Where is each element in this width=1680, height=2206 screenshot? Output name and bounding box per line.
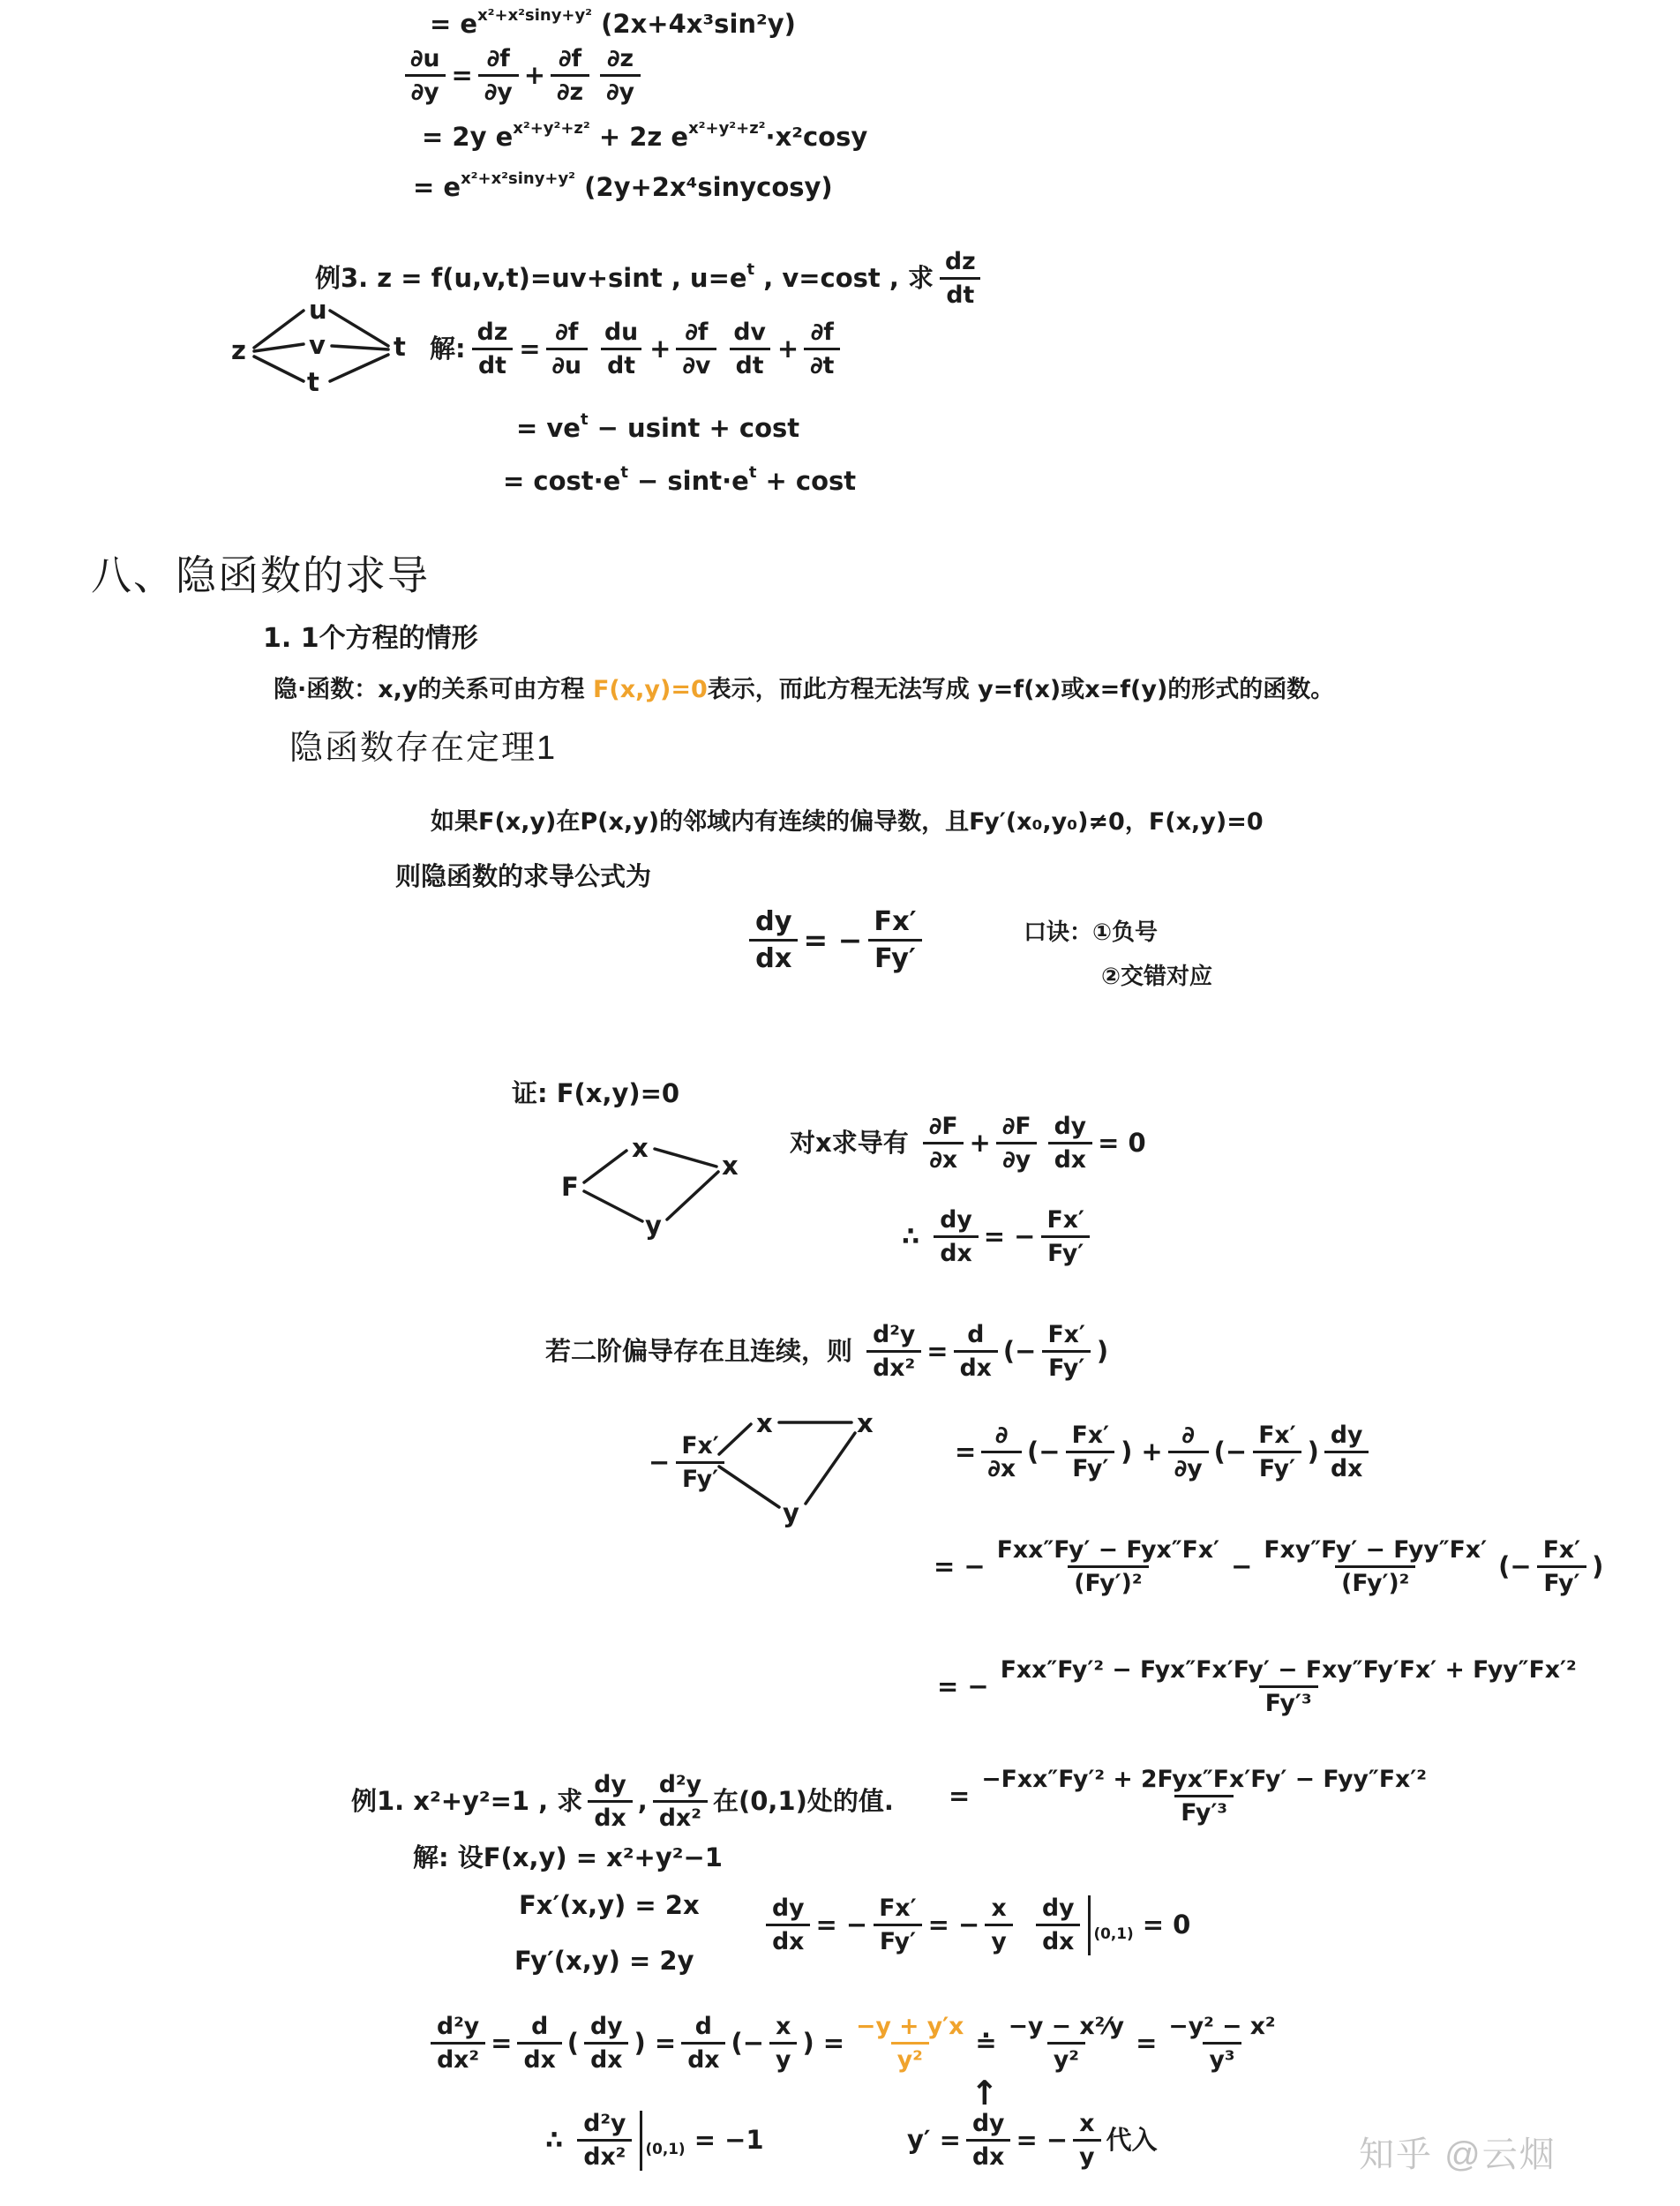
math-text: (− xyxy=(1027,1437,1061,1467)
fraction-denominator: dx xyxy=(749,939,798,973)
superscript: x²+y²+z² xyxy=(513,118,590,138)
fraction-numerator: Fxx″Fy′ − Fyx″Fx′ xyxy=(996,1536,1220,1564)
fraction-numerator: d²y xyxy=(658,1771,701,1798)
fraction-denominator: Fy′³ xyxy=(1174,1795,1234,1826)
ex3-solution-2 xyxy=(516,409,800,444)
fraction-numerator: dy xyxy=(590,2013,623,2040)
math-text: = ve xyxy=(516,413,581,443)
math-text: , xyxy=(637,1786,648,1817)
fraction xyxy=(804,319,840,379)
ex1-dydx-at xyxy=(1031,1895,1190,1955)
fraction-numerator: ∂F xyxy=(928,1113,958,1140)
fraction-denominator: dx xyxy=(584,2042,628,2073)
math-text: 如果F(x,y)在P(x,y)的邻域内有连续的偏导数，且Fy′(x₀,y₀)≠0，F(x,y)=0 xyxy=(431,808,1264,836)
math-text: 则隐函数的求导公式为 xyxy=(395,861,652,891)
fraction-denominator: dx xyxy=(1036,1924,1080,1955)
superscript: x²+x²siny+y² xyxy=(461,169,576,188)
fraction xyxy=(1324,1422,1369,1482)
fraction-denominator: dx² xyxy=(653,1800,708,1831)
math-text: z xyxy=(231,335,246,365)
implicit-def xyxy=(274,676,1334,704)
ex1-arrow xyxy=(971,2074,999,2114)
fraction-numerator: dv xyxy=(733,319,766,346)
math-text: = xyxy=(451,60,473,91)
ex3-solution-1 xyxy=(430,319,845,379)
fraction xyxy=(577,2111,632,2171)
fraction xyxy=(1537,1537,1586,1597)
mnemonic-2 xyxy=(1101,964,1212,991)
fraction-denominator: Fy′ xyxy=(1253,1451,1301,1482)
fraction xyxy=(546,319,589,379)
fraction-denominator: dt xyxy=(472,348,513,379)
math-text: x xyxy=(722,1151,739,1181)
evaluation-bar xyxy=(640,2111,642,2171)
math-text: y′ = xyxy=(907,2125,961,2156)
eq-cont-4 xyxy=(413,169,833,203)
fraction-numerator: Fx′ xyxy=(1071,1422,1110,1449)
fraction-numerator: ∂z xyxy=(607,45,634,72)
math-text: = e xyxy=(430,9,478,39)
math-text: y xyxy=(645,1211,662,1241)
math-text: = xyxy=(491,2028,513,2059)
fraction-numerator: −Fxx″Fy′² + 2Fyx″Fx′Fy′ − Fyy″Fx′² xyxy=(981,1766,1427,1793)
math-text: 若二阶偏导存在且连续，则 xyxy=(545,1336,862,1367)
second-order-tree xyxy=(649,1410,887,1542)
fraction-denominator: ∂y xyxy=(1168,1451,1209,1482)
superscript: t xyxy=(748,462,757,482)
fraction xyxy=(766,1895,810,1955)
fraction xyxy=(954,1322,998,1382)
math-text: t xyxy=(394,332,406,362)
math-text: 在(0,1)处的值. xyxy=(712,1786,894,1817)
tree-node xyxy=(309,296,327,325)
math-text: 隐·函数：x,y的关系可由方程 xyxy=(274,676,593,703)
fraction-numerator: dy xyxy=(772,1895,805,1922)
second-order-expand xyxy=(955,1422,1374,1482)
math-text: ) xyxy=(1307,1437,1319,1467)
subscript: (0,1) xyxy=(1093,1925,1134,1942)
fraction-denominator: ∂y xyxy=(600,74,641,105)
section-heading xyxy=(91,552,430,600)
math-text: + xyxy=(969,1128,991,1159)
math-text: = xyxy=(955,1437,977,1467)
math-text: = − xyxy=(815,1910,868,1940)
math-text: x xyxy=(632,1133,649,1163)
math-text: 例1. x²+y²=1 , 求 xyxy=(351,1786,583,1817)
math-text: = cost·e xyxy=(503,466,621,496)
math-text: = 2y e xyxy=(422,122,514,152)
fraction-denominator: Fy′ xyxy=(874,1924,922,1955)
fraction-denominator: dx xyxy=(681,2042,725,2073)
fraction-numerator: −y − x²⁄y xyxy=(1008,2013,1125,2040)
tree-node xyxy=(649,1433,731,1493)
fraction-denominator: (Fy′)² xyxy=(1068,1565,1148,1596)
fraction-numerator: −y + y′x xyxy=(856,2013,964,2040)
fraction-denominator: (Fy′)² xyxy=(1335,1565,1415,1596)
math-text: F(x,y)=0 xyxy=(592,676,708,703)
fraction-denominator: Fy′ xyxy=(1537,1565,1586,1596)
fraction xyxy=(1066,1422,1115,1482)
fraction xyxy=(1252,1422,1301,1482)
math-text: ·x²cosy xyxy=(765,122,868,152)
eq-cont-2 xyxy=(399,46,646,106)
fraction-denominator: Fy′ xyxy=(1041,1235,1090,1266)
math-text: + xyxy=(649,334,671,364)
math-text: = − xyxy=(983,1221,1036,1252)
tree-node xyxy=(231,337,246,365)
tree-node xyxy=(783,1500,799,1528)
math-text: ) + xyxy=(1121,1437,1163,1467)
fraction-denominator: dx xyxy=(1324,1451,1369,1482)
fraction-numerator: d²y xyxy=(583,2110,626,2137)
math-text: 证: F(x,y)=0 xyxy=(512,1078,680,1108)
fraction-denominator: dx xyxy=(966,2139,1010,2170)
math-text: ≐ xyxy=(975,2028,997,2059)
fraction-denominator: dx xyxy=(517,2042,561,2073)
fraction xyxy=(600,46,641,106)
math-text: 1. 1个方程的情形 xyxy=(263,623,478,654)
tree-node xyxy=(394,334,406,362)
tree-node xyxy=(756,1410,773,1438)
proof-conclusion xyxy=(902,1207,1096,1267)
tree-node xyxy=(645,1212,662,1241)
fraction xyxy=(934,1207,978,1267)
watermark xyxy=(1359,2134,1556,2176)
fraction-numerator: x xyxy=(776,2013,791,2040)
fraction xyxy=(551,46,589,106)
fraction-numerator: Fx′ xyxy=(879,1895,917,1922)
fraction-numerator: dy xyxy=(1330,1422,1363,1449)
fraction-numerator: d²y xyxy=(873,1321,916,1348)
fraction-numerator: dy xyxy=(940,1206,972,1234)
proof-tree xyxy=(561,1131,746,1255)
math-text: Fy′(x,y) = 2y xyxy=(514,1946,694,1976)
math-text: 对x求导有 xyxy=(790,1128,918,1159)
fraction xyxy=(866,1322,921,1382)
fraction-numerator: dz xyxy=(945,248,976,275)
fraction-numerator: du xyxy=(604,319,639,346)
fraction-denominator: y² xyxy=(891,2042,929,2073)
subsection-heading xyxy=(263,623,478,655)
math-text: ↑ xyxy=(971,2074,999,2112)
fraction xyxy=(981,1422,1022,1482)
fraction-denominator: dt xyxy=(730,348,770,379)
math-text: ∴ xyxy=(902,1221,929,1252)
fraction-denominator: ∂t xyxy=(804,348,840,379)
fraction xyxy=(1257,1537,1493,1597)
tree-node xyxy=(561,1174,579,1202)
math-text: = xyxy=(949,1781,971,1812)
math-text: + cost xyxy=(756,466,857,496)
math-text: (− xyxy=(1002,1336,1037,1367)
fraction xyxy=(923,1114,964,1174)
fraction-numerator: d xyxy=(694,2013,712,2040)
math-text: ) xyxy=(1592,1551,1604,1582)
fraction xyxy=(598,319,644,379)
fraction-numerator: ∂f xyxy=(558,45,582,72)
tree-node xyxy=(309,332,326,360)
ex3-solution-3 xyxy=(503,462,857,497)
fraction-denominator: ∂v xyxy=(676,348,716,379)
main-formula xyxy=(744,907,928,974)
theorem-title xyxy=(289,729,557,769)
fraction-numerator: ∂f xyxy=(810,319,834,346)
fraction xyxy=(404,46,446,106)
ex1-setup xyxy=(413,1842,723,1873)
ex1-d2ydx2 xyxy=(425,2014,1287,2074)
fraction-denominator: y xyxy=(1073,2139,1100,2170)
fraction xyxy=(749,907,799,974)
fraction-denominator: y³ xyxy=(1203,2042,1241,2073)
fraction-denominator: y xyxy=(769,2042,797,2073)
math-text: (2x+4x³sin²y) xyxy=(592,9,796,39)
subscript: (0,1) xyxy=(645,2140,686,2157)
mnemonic-1 xyxy=(1024,919,1158,947)
fraction xyxy=(478,46,519,106)
fraction-denominator: ∂x xyxy=(981,1451,1022,1482)
math-text: F xyxy=(561,1172,579,1202)
fraction-denominator: ∂y xyxy=(405,74,446,105)
math-text: = − xyxy=(937,1671,989,1702)
fraction xyxy=(1073,2111,1100,2171)
fraction-numerator: dy xyxy=(755,906,792,937)
math-text: 八、隐函数的求导 xyxy=(91,552,430,598)
eq-cont-3 xyxy=(422,118,868,153)
math-text: + xyxy=(776,334,799,364)
math-text: (− xyxy=(1498,1551,1532,1582)
fraction xyxy=(966,2111,1010,2171)
fraction xyxy=(517,2014,561,2074)
ex3-variable-tree xyxy=(231,295,416,415)
fraction xyxy=(867,907,922,974)
fraction-numerator: d xyxy=(967,1321,985,1348)
fraction-numerator: Fx′ xyxy=(1047,1321,1085,1348)
second-order-result xyxy=(949,1767,1438,1827)
math-text: y xyxy=(783,1498,799,1528)
fraction xyxy=(1002,2014,1130,2074)
fraction-numerator: Fx′ xyxy=(874,906,917,937)
tree-node xyxy=(632,1135,649,1163)
math-text: 代入 xyxy=(1106,2125,1158,2156)
math-text: 知乎 @云烟 xyxy=(1359,2135,1556,2174)
math-text: ) xyxy=(1096,1336,1109,1367)
fraction-numerator: Fx′ xyxy=(1542,1536,1581,1564)
math-text: = xyxy=(1136,2028,1158,2059)
math-text: 解: xyxy=(430,334,466,364)
fraction-denominator: dx² xyxy=(577,2139,632,2170)
math-text: (− xyxy=(1213,1437,1248,1467)
math-text: v xyxy=(309,330,326,360)
proof-start xyxy=(512,1078,679,1109)
fraction xyxy=(975,1767,1433,1827)
fraction-numerator: Fxy″Fy′ − Fyy″Fx′ xyxy=(1264,1536,1488,1564)
math-text: 口诀：①负号 xyxy=(1024,919,1159,946)
fraction-numerator: Fx′ xyxy=(1258,1422,1296,1449)
math-text: 例3. z = f(u,v,t)=uv+sint , u=e xyxy=(315,263,747,294)
fraction xyxy=(676,319,716,379)
math-text: = − xyxy=(927,1910,980,1940)
fraction-numerator: x xyxy=(1079,2110,1095,2137)
fraction-denominator: Fy′ xyxy=(868,939,922,973)
ex1-substitute xyxy=(907,2111,1158,2171)
math-text: − usint + cost xyxy=(588,413,800,443)
fraction xyxy=(431,2014,485,2074)
fraction-denominator: Fy′³ xyxy=(1259,1685,1318,1716)
fraction-numerator: dy xyxy=(1054,1113,1087,1140)
fraction xyxy=(991,1537,1226,1597)
ex1-dydx xyxy=(761,1895,1018,1955)
math-text: − xyxy=(1231,1551,1253,1582)
fraction-denominator: dx xyxy=(588,1800,632,1831)
fraction xyxy=(653,1772,708,1832)
math-text: (− xyxy=(731,2028,765,2059)
fraction xyxy=(769,2014,797,2074)
fraction-denominator: Fy′ xyxy=(1042,1350,1091,1381)
math-text: ) = xyxy=(634,2028,677,2059)
fraction-denominator: dt xyxy=(601,348,641,379)
second-order-step2 xyxy=(934,1537,1603,1597)
fraction-denominator: dx xyxy=(1048,1142,1092,1173)
fraction-denominator: ∂y xyxy=(996,1142,1037,1173)
math-text: u xyxy=(309,295,327,325)
ex1-fx xyxy=(519,1890,700,1921)
fraction-numerator: dz xyxy=(476,319,508,346)
math-text: x xyxy=(857,1408,874,1438)
math-text: Fx′(x,y) = 2x xyxy=(519,1890,700,1920)
fraction xyxy=(471,319,514,379)
fraction-denominator: dx² xyxy=(866,1350,921,1381)
fraction-denominator: dt xyxy=(940,277,980,308)
fraction xyxy=(939,249,982,309)
superscript: t xyxy=(746,260,755,280)
fraction-numerator: Fx′ xyxy=(1046,1206,1084,1234)
fraction xyxy=(850,2014,970,2074)
math-text: = −1 xyxy=(685,2125,764,2156)
math-text: = 0 xyxy=(1133,1910,1191,1940)
fraction-numerator: x xyxy=(991,1895,1007,1922)
fraction xyxy=(996,1114,1038,1174)
fraction-denominator: y² xyxy=(1047,2042,1085,2073)
fraction-numerator: dy xyxy=(594,1771,626,1798)
math-text: 解: 设F(x,y) = x²+y²−1 xyxy=(413,1842,723,1872)
tree-node xyxy=(722,1152,739,1181)
math-text: = − xyxy=(1016,2125,1069,2156)
superscript: t xyxy=(620,462,628,482)
tree-node xyxy=(857,1410,874,1438)
fraction-denominator: dx² xyxy=(431,2042,485,2073)
math-text: x xyxy=(756,1408,773,1438)
fraction xyxy=(727,319,771,379)
fraction-numerator: d xyxy=(531,2013,549,2040)
math-text: ②交错对应 xyxy=(1101,964,1213,990)
fraction xyxy=(1036,1895,1080,1955)
fraction-denominator: Fy′ xyxy=(1066,1451,1114,1482)
fraction-numerator: ∂f xyxy=(555,319,579,346)
fraction xyxy=(675,1433,724,1493)
evaluation-bar xyxy=(1088,1895,1091,1955)
fraction-numerator: ∂ xyxy=(994,1422,1009,1449)
fraction xyxy=(1162,2014,1281,2074)
fraction-denominator: dx xyxy=(954,1350,998,1381)
fraction-numerator: ∂f xyxy=(685,319,709,346)
math-text: ( xyxy=(566,2028,580,2059)
theorem-body-1 xyxy=(431,808,1264,837)
math-text: 隐函数存在定理1 xyxy=(289,730,558,767)
fraction-numerator: dy xyxy=(971,2110,1005,2137)
fraction-numerator: dy xyxy=(1042,1895,1075,1922)
superscript: x²+x²siny+y² xyxy=(477,5,593,25)
superscript: x²+y²+z² xyxy=(688,118,766,138)
math-text: + xyxy=(523,60,546,91)
fraction xyxy=(584,2014,628,2074)
fraction-numerator: Fx′ xyxy=(681,1432,719,1459)
fraction-numerator: ∂f xyxy=(486,45,510,72)
math-text: ) = xyxy=(802,2028,845,2059)
fraction-denominator: ∂z xyxy=(551,74,589,105)
math-text: t xyxy=(307,367,319,397)
math-text: + 2z e xyxy=(589,122,689,152)
math-text: = − xyxy=(803,923,863,958)
tree-node xyxy=(307,369,319,397)
second-order-step3 xyxy=(937,1657,1588,1717)
proof-derive xyxy=(790,1114,1146,1174)
math-text: = xyxy=(519,334,541,364)
fraction-denominator: ∂x xyxy=(923,1142,964,1173)
math-text: = 0 xyxy=(1098,1128,1146,1159)
math-text: 表示，而此方程无法写成 y=f(x)或x=f(y)的形式的函数。 xyxy=(707,676,1335,703)
fraction-numerator: ∂u xyxy=(410,45,440,72)
math-text: = e xyxy=(413,172,461,202)
fraction xyxy=(1168,1422,1209,1482)
math-text: − sint·e xyxy=(627,466,749,496)
fraction-denominator: dx xyxy=(934,1235,978,1266)
fraction-denominator: ∂u xyxy=(546,348,589,379)
math-text: = xyxy=(926,1336,949,1367)
math-text: ∴ xyxy=(545,2125,573,2156)
fraction-numerator: d²y xyxy=(437,2013,480,2040)
ex1-fy xyxy=(514,1946,694,1977)
fraction xyxy=(985,1895,1012,1955)
eq-cont-1 xyxy=(430,5,796,40)
fraction-numerator: Fxx″Fy′² − Fyx″Fx′Fy′ − Fxy″Fy′Fx′ + Fyy″Fx′² xyxy=(1000,1656,1577,1684)
fraction xyxy=(873,1895,922,1955)
fraction-numerator: −y² − x² xyxy=(1168,2013,1276,2040)
fraction xyxy=(588,1772,632,1832)
theorem-body-2 xyxy=(395,861,651,892)
ex1-problem xyxy=(351,1772,894,1832)
math-text: , v=cost , 求 xyxy=(754,263,934,294)
fraction-numerator: ∂ xyxy=(1181,1422,1195,1449)
math-text: = − xyxy=(934,1551,986,1582)
math-text: (2y+2x⁴sinycosy) xyxy=(575,172,833,202)
fraction xyxy=(1040,1207,1090,1267)
fraction-numerator: ∂F xyxy=(1001,1113,1031,1140)
fraction xyxy=(994,1657,1583,1717)
second-order-intro xyxy=(545,1322,1108,1382)
fraction-denominator: Fy′ xyxy=(676,1461,724,1492)
superscript: t xyxy=(580,409,589,429)
fraction xyxy=(1048,1114,1092,1174)
fraction-denominator: dx xyxy=(766,1924,810,1955)
fraction xyxy=(681,2014,725,2074)
ex1-result xyxy=(545,2111,764,2171)
math-text: − xyxy=(649,1446,671,1477)
fraction-denominator: y xyxy=(985,1924,1012,1955)
fraction xyxy=(1041,1322,1091,1382)
fraction-denominator: ∂y xyxy=(478,74,519,105)
